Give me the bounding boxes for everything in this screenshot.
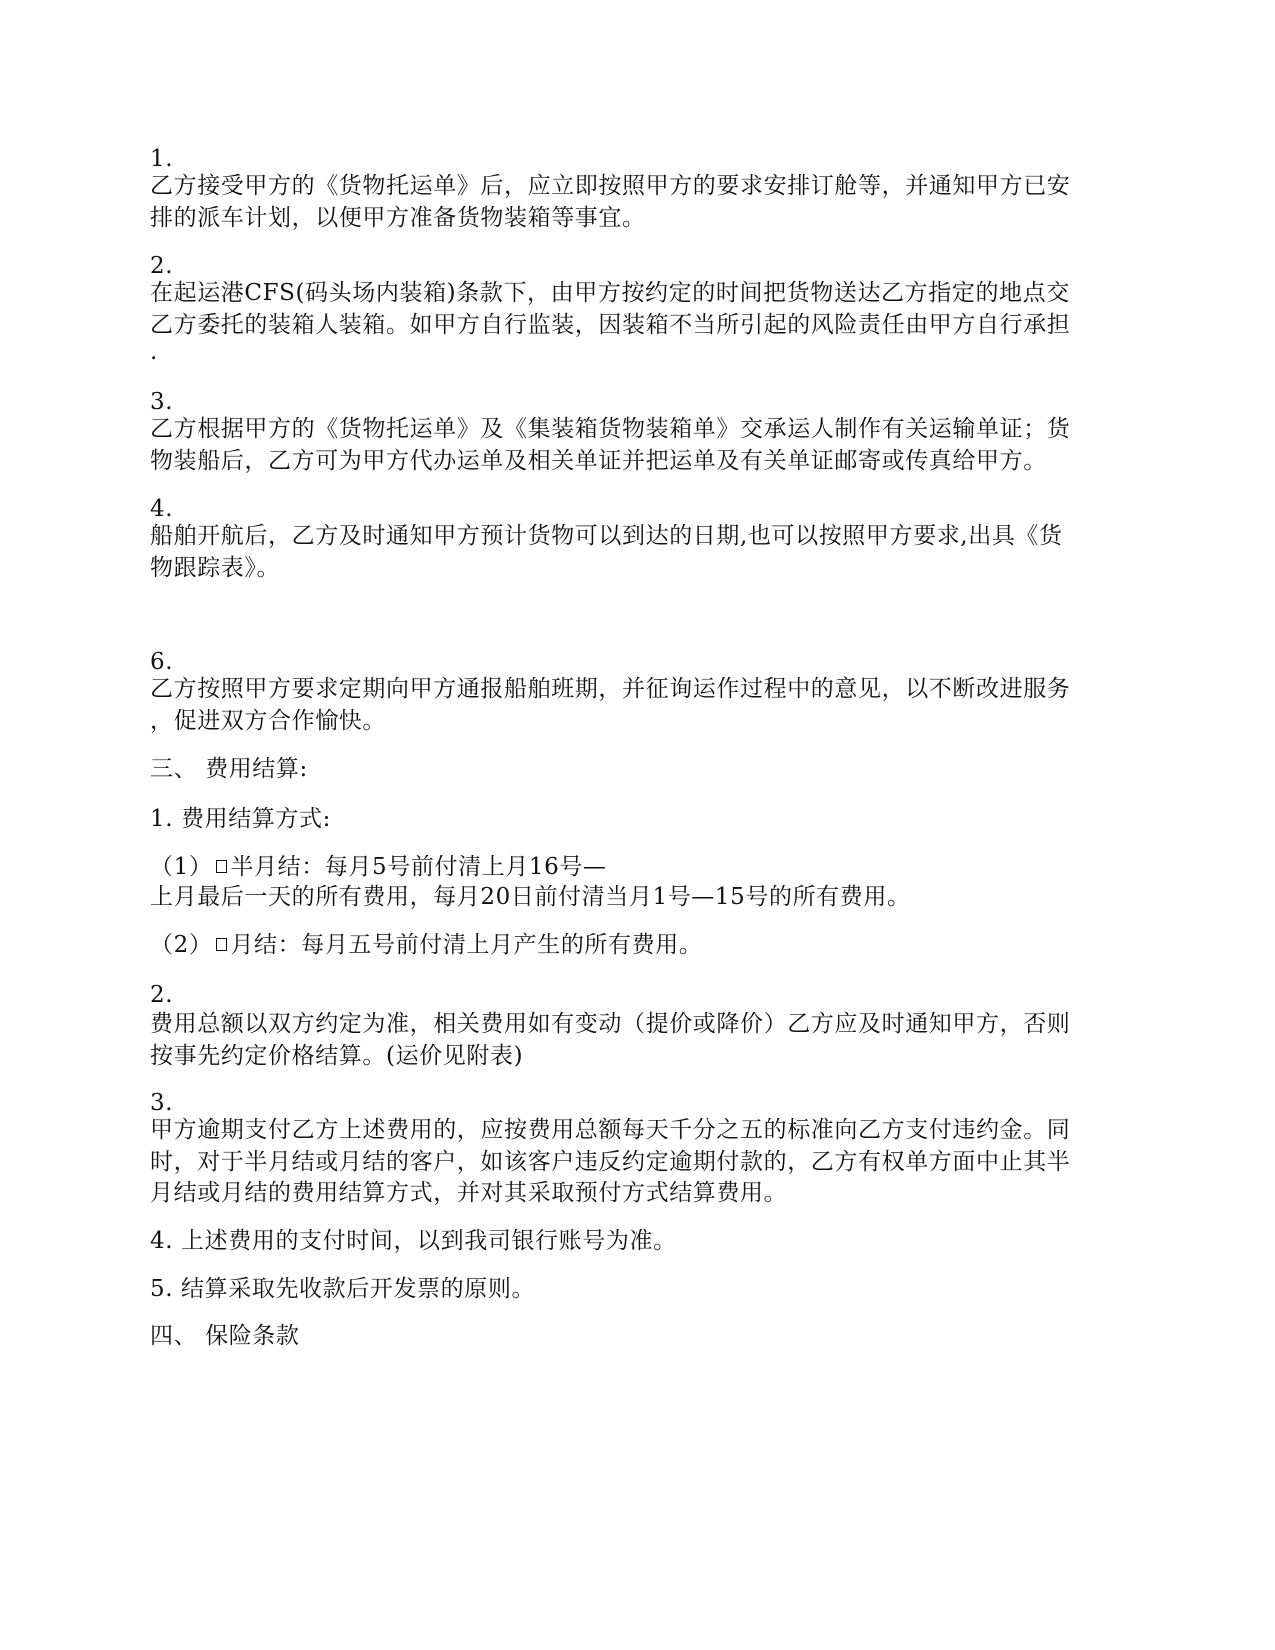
option-prefix: （2）: [150, 932, 213, 958]
clause-text-line: .: [150, 339, 158, 365]
clause-text-line: 排的派车计划，以便甲方准备货物装箱等事宜。: [150, 205, 646, 231]
clause-text-line: 乙方按照甲方要求定期向甲方通报船舶班期，并征询运作过程中的意见，以不断改进服务: [150, 676, 1071, 702]
clause-text-line: 月结或月结的费用结算方式，并对其采取预付方式结算费用。: [150, 1180, 788, 1206]
clause-text-line: 时，对于半月结或月结的客户，如该客户违反约定逾期付款的，乙方有权单方面中止其半: [150, 1149, 1071, 1175]
paragraph: 4. 上述费用的支付时间，以到我司银行账号为准。: [150, 1228, 677, 1254]
section-heading: 四、 保险条款: [150, 1323, 300, 1349]
paragraph: 1. 费用结算方式:: [150, 806, 332, 832]
clause-text-line: 物装船后，乙方可为甲方代办运单及相关单证并把运单及有关单证邮寄或传真给甲方。: [150, 448, 1047, 474]
clause-text-line: 甲方逾期支付乙方上述费用的，应按费用总额每天千分之五的标准向乙方支付违约金。同: [150, 1117, 1071, 1143]
clause-number: 2.: [150, 253, 174, 279]
checkbox-icon[interactable]: [216, 938, 227, 951]
option-text-line: 上月最后一天的所有费用，每月20日前付清当月1号—15号的所有费用。: [150, 884, 911, 910]
option-prefix: （1）: [150, 854, 213, 880]
clause-text-line: 船舶开航后，乙方及时通知甲方预计货物可以到达的日期,也可以按照甲方要求,出具《货: [150, 523, 1063, 549]
settlement-option-1: [150, 851, 1140, 883]
clause-text-line: 按事先约定价格结算。(运价见附表): [150, 1043, 524, 1069]
checkbox-icon[interactable]: [216, 860, 227, 873]
clause-number: 6.: [150, 649, 174, 675]
section-heading: 三、 费用结算:: [150, 756, 308, 782]
clause-number: 2.: [150, 982, 174, 1008]
clause-text-line: ，促进双方合作愉快。: [150, 708, 386, 734]
settlement-option-2: [150, 929, 1140, 961]
clause-text-line: 乙方委托的装箱人装箱。如甲方自行监装，因装箱不当所引起的风险责任由甲方自行承担: [150, 312, 1071, 338]
clause-number: 4.: [150, 496, 174, 522]
clause-number: 3.: [150, 1090, 174, 1116]
clause-number: 1.: [150, 146, 174, 172]
clause-text-line: 乙方根据甲方的《货物托运单》及《集装箱货物装箱单》交承运人制作有关运输单证；货: [150, 416, 1071, 442]
clause-text-line: 物跟踪表》。: [150, 555, 281, 581]
clause-text-line: 费用总额以双方约定为准，相关费用如有变动（提价或降价）乙方应及时通知甲方，否则: [150, 1011, 1071, 1037]
clause-number: 3.: [150, 389, 174, 415]
clause-text-line: 乙方接受甲方的《货物托运单》后，应立即按照甲方的要求安排订舱等，并通知甲方已安: [150, 173, 1071, 199]
paragraph: 5. 结算采取先收款后开发票的原则。: [150, 1276, 536, 1302]
option-text: 月结：每月五号前付清上月产生的所有费用。: [230, 932, 703, 958]
clause-text-line: 在起运港CFS(码头场内装箱)条款下，由甲方按约定的时间把货物送达乙方指定的地点交: [150, 280, 1070, 306]
option-text: 半月结：每月5号前付清上月16号—: [230, 854, 607, 880]
